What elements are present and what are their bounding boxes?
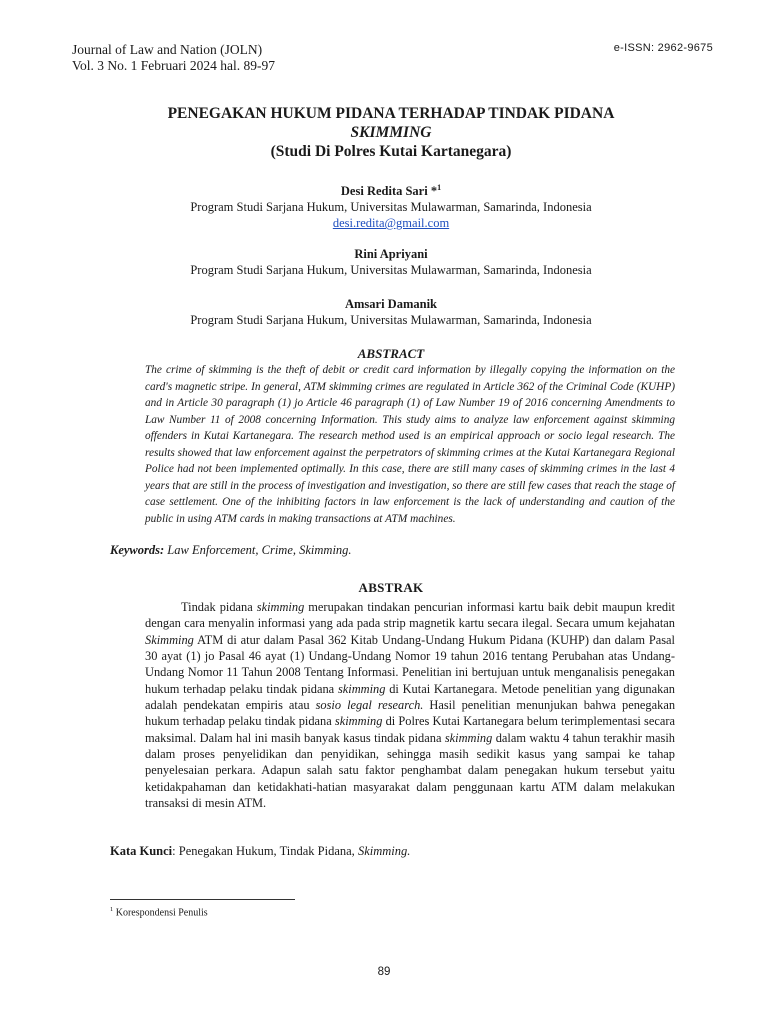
- title-line-1: PENEGAKAN HUKUM PIDANA TERHADAP TINDAK PIDANA: [167, 105, 615, 122]
- keywords-values: Law Enforcement, Crime, Skimming.: [164, 543, 352, 557]
- author-1-affiliation: Program Studi Sarjana Hukum, Universitas Mulawarman, Samarinda, Indonesia: [190, 200, 592, 215]
- author-3-name: Amsari Damanik: [344, 297, 438, 311]
- title-line-3: (Studi Di Polres Kutai Kartanegara): [270, 143, 512, 160]
- author-3: [60, 296, 722, 328]
- journal-volume: Vol. 3 No. 1 Februari 2024 hal. 89-97: [72, 58, 275, 73]
- journal-name: Journal of Law and Nation (JOLN): [72, 42, 263, 57]
- footnote-text: Korespondensi Penulis: [113, 907, 208, 919]
- page-number: 89: [377, 966, 391, 978]
- abstrak-body: [145, 599, 675, 811]
- keywords: [110, 543, 352, 558]
- abstrak-paragraph: Tindak pidana skimming merupakan tindakan pencurian informasi kartu baik debit maupun kredit dengan cara menyalin informasi yang ada pada strip magnetik kartu secara ilegal. Secara umum kejahatan Skimming ATM di atur dalam Pasal 362 Kitab Undang-Undang Hukum Pidana (KUHP) dan dalam Pasal 30 ayat (1) jo Pasal 46 ayat (1) Undang-Undang Nomor 19 tahun 2016 tentang Perubahan atas Undang-Undang Nomor 11 Tahun 2008 Tentang Informasi. Penelitian ini bertujuan untuk menganalisis penegakan hukum terhadap pelaku tindak pidana skimming di Kutai Kartanegara. Metode penelitian yang digunakan adalah pendekatan empiris atau sosio legal research. Hasil penelitian menunjukan bahwa penegakan hukum terhadap pelaku tindak pidana skimming di Polres Kutai Kartanegara belum terimplementasi secara maksimal. Dalam hal ini masih banyak kasus tindak pidana skimming dalam waktu 4 tahun terakhir masih dalam proses penyelidikan dan penyidikan, sehingga masih sedikit kasus yang sampai ke tahap penyelesaian perkara. Adapun salah satu faktor penghambat dalam penegakan hukum tersebut yaitu ketidakpahaman dan ketidakhati-hatian masyarakat dalam penggunaan kartu ATM dalam melakukan transaksi di mesin ATM.: [145, 600, 676, 811]
- eissn: e-ISSN: 2962-9675: [613, 42, 713, 54]
- author-2-name: Rini Apriyani: [354, 247, 428, 261]
- abstract-heading: ABSTRACT: [357, 346, 425, 361]
- footnote: [110, 906, 208, 918]
- paper-title: [60, 104, 722, 161]
- title-line-2: SKIMMING: [350, 124, 432, 141]
- footnote-divider: [110, 899, 295, 900]
- kata-kunci-italic: Skimming.: [357, 844, 411, 858]
- keywords-label: Keywords:: [110, 543, 165, 557]
- kata-kunci-values: : Penegakan Hukum, Tindak Pidana,: [172, 844, 358, 858]
- author-1-email-link[interactable]: desi.redita@gmail.com: [332, 216, 450, 231]
- author-2: [60, 246, 722, 278]
- author-2-affiliation: Program Studi Sarjana Hukum, Universitas Mulawarman, Samarinda, Indonesia: [190, 263, 592, 277]
- abstract-body: The crime of skimming is the theft of debit or credit card information by illegally copying the information on the card's magnetic stripe. In general, ATM skimming crimes are regulated in Article 362 of the Criminal Code (KUHP) and in Article 30 paragraph (1) jo Article 46 paragraph (1) of Law Number 19 of 2016 concerning Amendments to Law Number 11 of 2008 concerning Information. This study aims to analyze law enforcement against skimming offenders in Kutai Kartanegara. The research method used is an empirical approach or socio legal research. The results showed that law enforcement against the perpetrators of skimming crimes at the Kutai Kartanegara Regional Police had not been implemented optimally. In this case, there are still many cases of skimming crimes in the last 4 years that are still in the process of investigation and investigation, so there are still few cases that reach the stage of case settlement. One of the inhibiting factors in law enforcement is the lack of understanding and caution of the public in using ATM cards in making transactions at ATM machines.: [145, 364, 675, 525]
- kata-kunci-label: Kata Kunci: [110, 844, 173, 858]
- author-1-footnote-mark: 1: [437, 183, 442, 192]
- author-1-name: Desi Redita Sari *$^1$: [340, 183, 442, 199]
- abstrak-heading: ABSTRAK: [358, 580, 424, 595]
- kata-kunci: [110, 844, 410, 859]
- author-3-affiliation: Program Studi Sarjana Hukum, Universitas Mulawarman, Samarinda, Indonesia: [190, 313, 592, 327]
- author-1: [60, 180, 722, 231]
- footnote-mark: 1: [110, 906, 114, 913]
- journal-header: [72, 42, 275, 74]
